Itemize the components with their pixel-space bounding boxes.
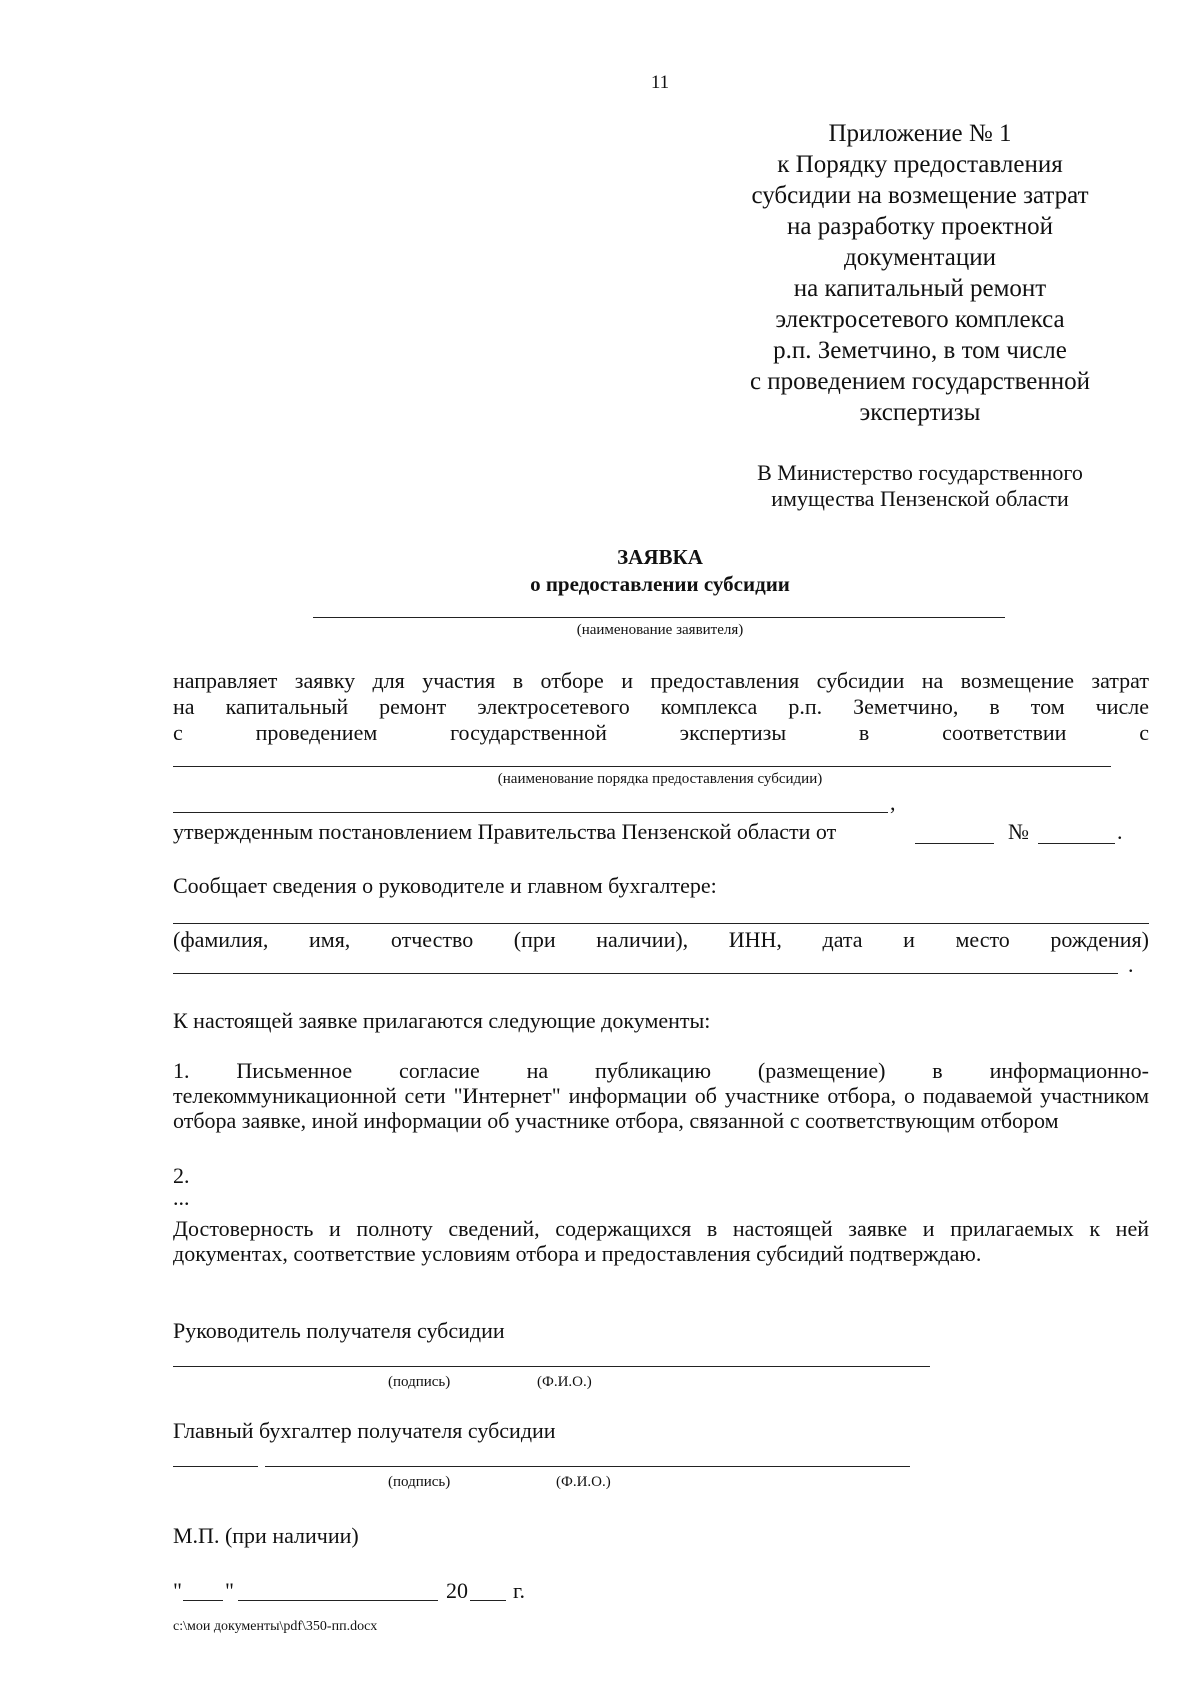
applicant-caption: (наименование заявителя)	[576, 622, 744, 638]
date-year-suffix: г.	[513, 1578, 526, 1603]
confirmation-text: Достоверность и полноту сведений, содержащихся в настоящей заявке и прилагаемых к ней документах, соответствие условиям отбора и предоставления субсидий подтверждаю.	[173, 1216, 1149, 1266]
approved-text: утвержденным постановлением Правительства Пензенской области от	[173, 819, 837, 844]
procedure-name-line-2[interactable]	[173, 812, 888, 813]
head-info-line[interactable]	[173, 923, 1149, 924]
appendix-line: электросетевого комплекса	[775, 306, 1065, 333]
number-sign: №	[1008, 819, 1029, 844]
appendix-line: с проведением государственной	[749, 368, 1091, 395]
appendix-line: р.п. Земетчино, в том числе	[773, 337, 1067, 364]
procedure-caption: (наименование порядка предоставления субсидии)	[497, 771, 823, 787]
resolution-date-line[interactable]	[915, 843, 994, 844]
date-day-line[interactable]	[183, 1600, 223, 1601]
doc-item-1-continued: телекоммуникационной сети "Интернет" информации об участнике отбора, о подаваемой участником отбора заявке, иной информации об участнике отбора, связанной с соответствующим отбором	[173, 1083, 1149, 1133]
appendix-line: Приложение № 1	[828, 120, 1012, 147]
addressee-line: В Министерство государственного	[757, 460, 1083, 485]
signature-caption: (подпись)	[388, 1474, 451, 1490]
date-month-line[interactable]	[238, 1600, 438, 1601]
fio-caption: (Ф.И.О.)	[537, 1374, 592, 1390]
document-title: ЗАЯВКА	[617, 545, 703, 569]
document-subtitle: о предоставлении субсидии	[530, 572, 790, 596]
person-fields-text: (фамилия, имя, отчество (при наличии), ИНН, дата и место рождения)	[173, 927, 1149, 952]
doc-item-2: 2.	[173, 1163, 190, 1188]
head-signature-label: Руководитель получателя субсидии	[173, 1318, 505, 1343]
addressee	[740, 460, 1100, 512]
period: .	[1128, 952, 1134, 977]
footer-file-path: c:\мои документы\pdf\350-пп.docx	[173, 1619, 378, 1634]
fio-caption: (Ф.И.О.)	[556, 1474, 611, 1490]
resolution-number-line[interactable]	[1038, 843, 1115, 844]
appendix-line: экспертизы	[859, 399, 981, 426]
head-info-text: Сообщает сведения о руководителе и главном бухгалтере:	[173, 873, 717, 898]
appendix-line: к Порядку предоставления	[777, 151, 1063, 178]
appendix-line: документации	[844, 244, 996, 271]
body-line: на капитальный ремонт электросетевого комплекса р.п. Земетчино, в том числе	[173, 694, 1149, 719]
procedure-name-line[interactable]	[173, 766, 1111, 767]
doc-item-1: 1. Письменное согласие на публикацию (размещение) в информационно-	[173, 1058, 1149, 1083]
head-signature-line[interactable]	[173, 1366, 930, 1367]
page-number: 11	[650, 72, 670, 93]
appendix-heading	[740, 118, 1100, 428]
attached-docs-heading: К настоящей заявке прилагаются следующие документы:	[173, 1008, 711, 1033]
body-line: с проведением государственной экспертизы в соответствии с	[173, 720, 1149, 745]
appendix-line: на капитальный ремонт	[793, 275, 1047, 302]
stamp-label: М.П. (при наличии)	[173, 1523, 359, 1548]
person-info-line[interactable]	[173, 973, 1118, 974]
accountant-fio-line[interactable]	[265, 1466, 910, 1467]
period: .	[1117, 819, 1123, 844]
accountant-signature-label: Главный бухгалтер получателя субсидии	[173, 1418, 556, 1443]
ellipsis: ...	[173, 1185, 190, 1210]
accountant-signature-line[interactable]	[173, 1466, 258, 1467]
date-year-prefix: 20	[446, 1578, 468, 1603]
body-line: направляет заявку для участия в отборе и предоставления субсидии на возмещение затрат	[173, 668, 1149, 693]
signature-caption: (подпись)	[388, 1374, 451, 1390]
date-quote-open: "	[173, 1578, 182, 1603]
appendix-line: на разработку проектной	[787, 213, 1053, 240]
date-quote-close: "	[225, 1578, 234, 1603]
comma: ,	[890, 790, 896, 815]
date-year-line[interactable]	[470, 1600, 506, 1601]
appendix-line: субсидии на возмещение затрат	[751, 182, 1089, 209]
addressee-line: имущества Пензенской области	[771, 486, 1069, 511]
applicant-name-line[interactable]	[313, 617, 1005, 618]
